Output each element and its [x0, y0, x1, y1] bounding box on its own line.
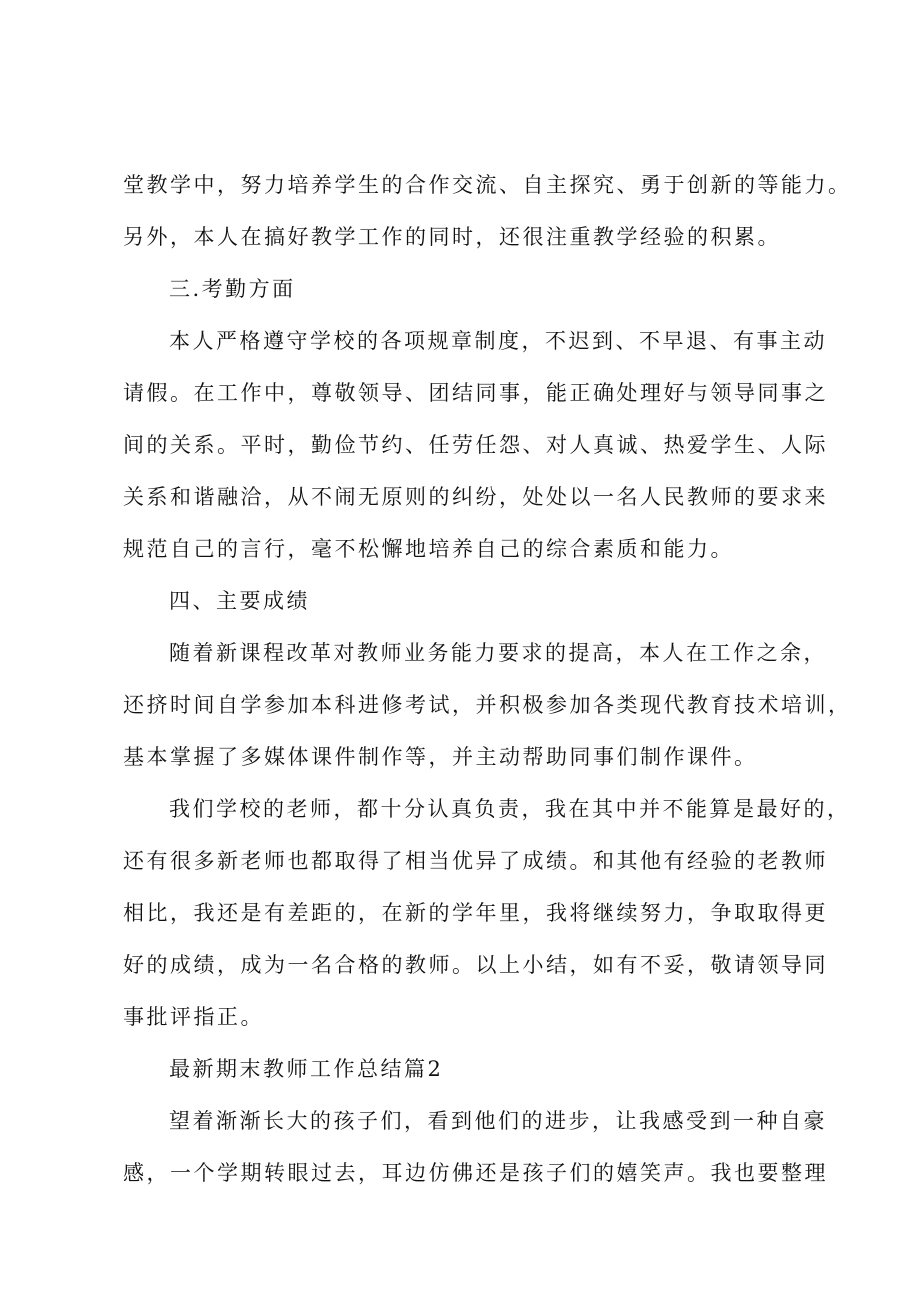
- body-text-line: 请假。在工作中，尊敬领导、团结同事，能正确处理好与领导同事之: [123, 381, 828, 405]
- body-text-line: 另外，本人在搞好教学工作的同时，还很注重教学经验的积累。: [123, 225, 781, 249]
- body-text-line: 还有很多新老师也都取得了相当优异了成绩。和其他有经验的老教师: [123, 849, 828, 873]
- body-text-line: 还挤时间自学参加本科进修考试，并积极参加各类现代教育技术培训，: [123, 693, 852, 717]
- body-text-line: 感，一个学期转眼过去，耳边仿佛还是孩子们的嬉笑声。我也要整理: [123, 1161, 828, 1185]
- body-text-line: 规范自己的言行，毫不松懈地培养自己的综合素质和能力。: [123, 537, 734, 561]
- paragraph-first-line: 望着渐渐长大的孩子们，看到他们的进步，让我感受到一种自豪: [169, 1109, 827, 1133]
- document-body: [123, 159, 852, 1199]
- body-text-line: 堂教学中，努力培养学生的合作交流、自主探究、勇于创新的等能力。: [123, 173, 852, 197]
- body-text-line: 相比，我还是有差距的，在新的学年里，我将继续努力，争取取得更: [123, 901, 828, 925]
- paragraph-first-line: 我们学校的老师，都十分认真负责，我在其中并不能算是最好的，: [169, 797, 851, 821]
- body-text-line: 基本掌握了多媒体课件制作等，并主动帮助同事们制作课件。: [123, 745, 758, 769]
- body-text-line: 事批评指正。: [123, 1005, 264, 1029]
- body-text-line: 间的关系。平时，勤俭节约、任劳任怨、对人真诚、热爱学生、人际: [123, 433, 828, 457]
- paragraph-first-line: 本人严格遵守学校的各项规章制度，不迟到、不早退、有事主动: [169, 329, 827, 353]
- paragraph-first-line: 随着新课程改革对教师业务能力要求的提高，本人在工作之余，: [169, 641, 827, 665]
- article-title: 最新期末教师工作总结篇2: [169, 1057, 444, 1081]
- section-heading-attendance: 三.考勤方面: [169, 277, 296, 301]
- body-text-line: 关系和谐融洽，从不闹无原则的纠纷，处处以一名人民教师的要求来: [123, 485, 828, 509]
- body-text-line: 好的成绩，成为一名合格的教师。以上小结，如有不妥，敬请领导同: [123, 953, 828, 977]
- section-heading-achievements: 四、主要成绩: [169, 589, 310, 613]
